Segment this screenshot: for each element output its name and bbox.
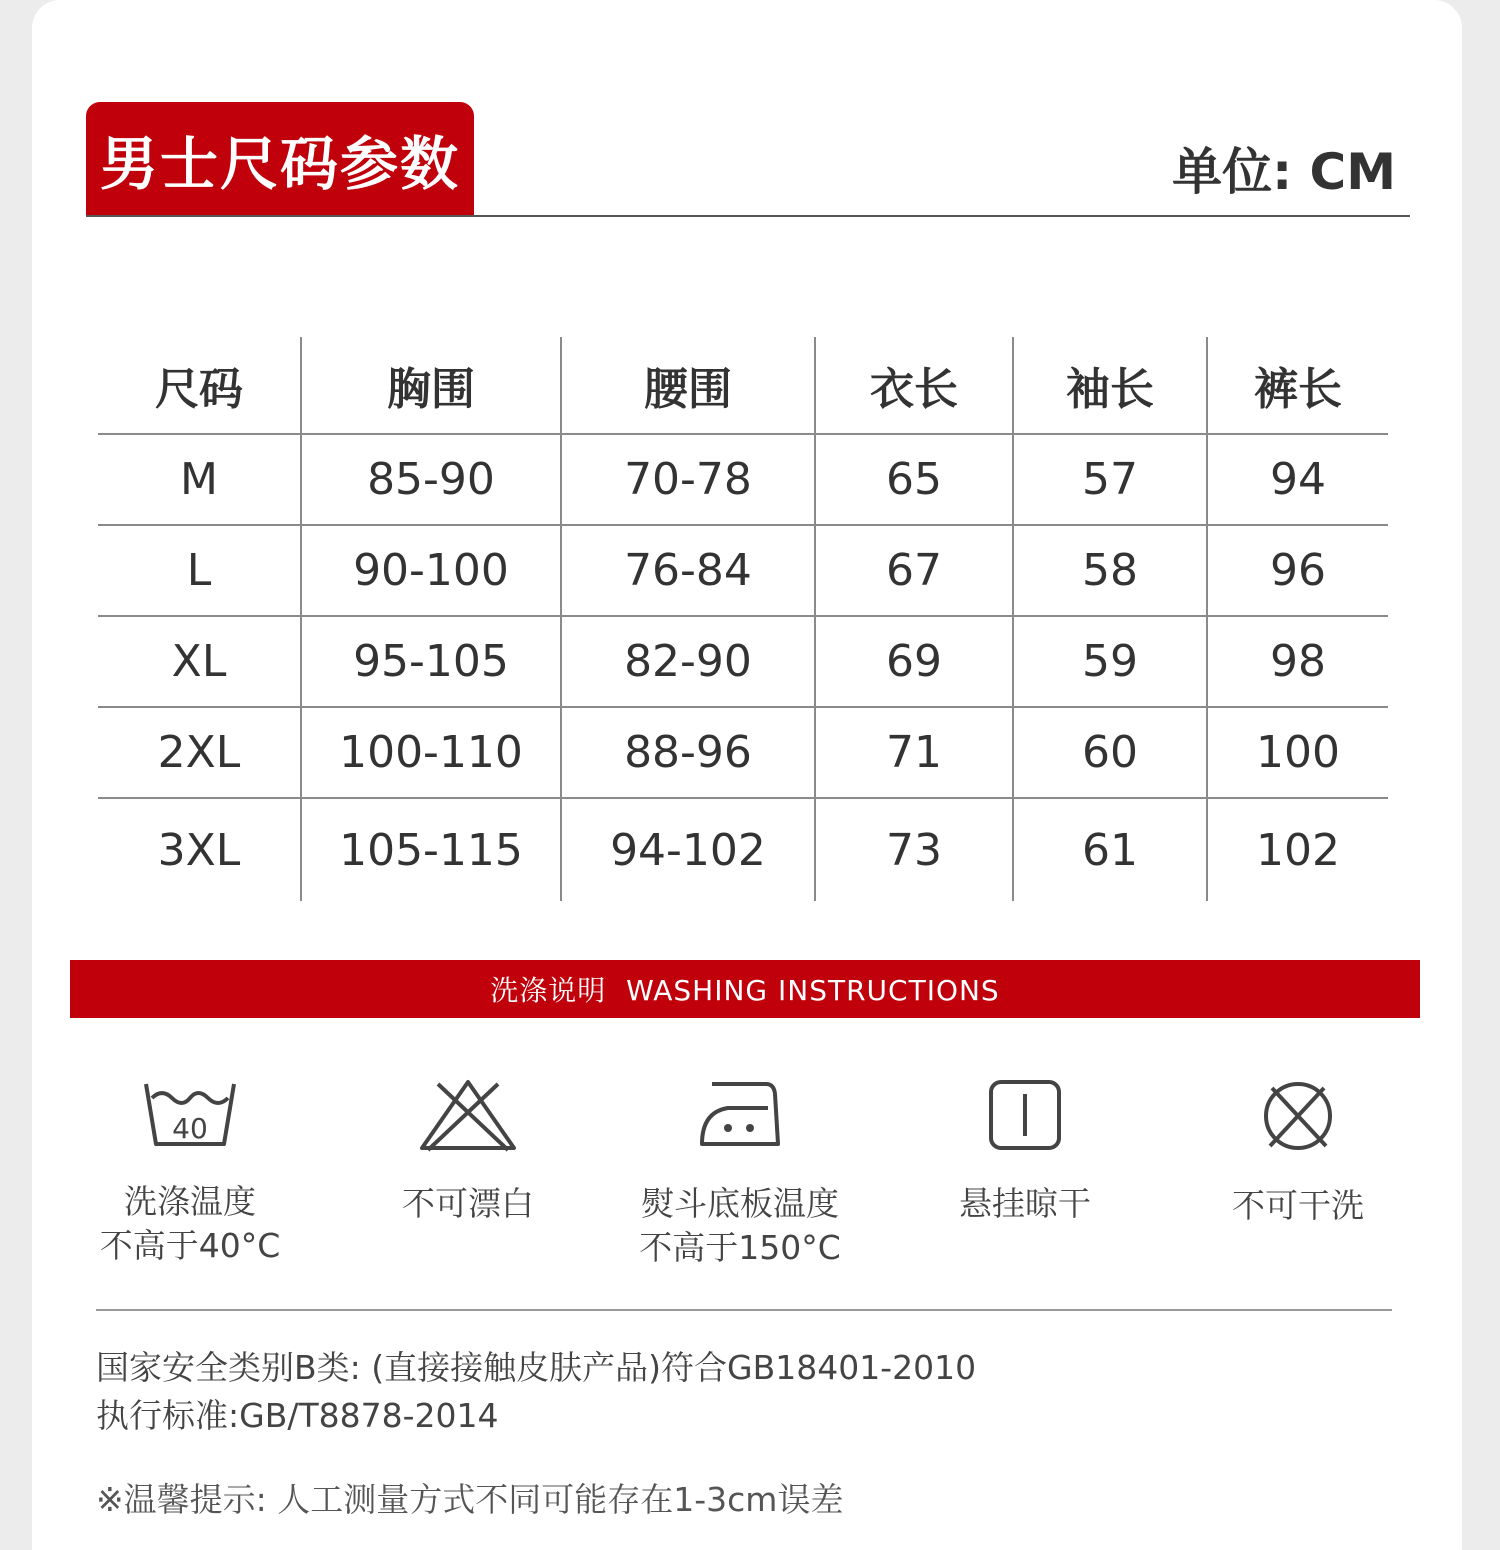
- table-row: [98, 798, 1388, 901]
- table-row: [98, 616, 1388, 707]
- cell-pants: 100: [1207, 707, 1388, 798]
- cell-sleeve: 61: [1013, 798, 1207, 901]
- cell-chest: 105-115: [301, 798, 561, 901]
- no-dry-clean-icon: [1260, 1078, 1336, 1154]
- header-chest: 胸围: [301, 337, 561, 434]
- wash-label: 不可干洗: [1232, 1186, 1364, 1225]
- cell-size: L: [98, 525, 301, 616]
- cell-chest: 95-105: [301, 616, 561, 707]
- wash-item-hang-dry: [895, 1078, 1155, 1226]
- wash-item-no-bleach: [338, 1078, 598, 1226]
- header-length: 衣长: [815, 337, 1013, 434]
- cell-waist: 70-78: [561, 434, 815, 525]
- wash-item-iron: [610, 1078, 870, 1270]
- no-bleach-icon: [418, 1078, 518, 1152]
- table-row: [98, 707, 1388, 798]
- cell-sleeve: 58: [1013, 525, 1207, 616]
- washing-banner: [70, 960, 1420, 1018]
- header-waist: 腰围: [561, 337, 815, 434]
- wash-label: 悬挂晾干: [959, 1184, 1091, 1223]
- cell-length: 71: [815, 707, 1013, 798]
- wash-label: 洗涤温度 不高于40°C: [99, 1182, 281, 1265]
- hang-dry-icon: [987, 1078, 1063, 1152]
- header-sleeve: 袖长: [1013, 337, 1207, 434]
- cell-pants: 96: [1207, 525, 1388, 616]
- cell-size: M: [98, 434, 301, 525]
- cell-length: 67: [815, 525, 1013, 616]
- header-pants: 裤长: [1207, 337, 1388, 434]
- cell-length: 65: [815, 434, 1013, 525]
- cell-chest: 100-110: [301, 707, 561, 798]
- cell-length: 69: [815, 616, 1013, 707]
- measurement-tip: ※温馨提示: 人工测量方式不同可能存在1-3cm误差: [96, 1480, 844, 1519]
- wash-label: 熨斗底板温度 不高于150°C: [639, 1184, 841, 1267]
- washing-banner-text: 洗涤说明 WASHING INSTRUCTIONS: [490, 974, 1000, 1007]
- cell-sleeve: 60: [1013, 707, 1207, 798]
- safety-category: 国家安全类别B类: (直接接触皮肤产品)符合GB18401-2010: [96, 1348, 977, 1387]
- title-divider: [86, 215, 1410, 217]
- cell-pants: 98: [1207, 616, 1388, 707]
- wash-label: 不可漂白: [402, 1184, 534, 1223]
- table-header-row: [98, 337, 1388, 434]
- wash-item-no-dry-clean: [1168, 1078, 1428, 1228]
- iron-icon: [698, 1078, 782, 1152]
- cell-chest: 90-100: [301, 525, 561, 616]
- info-divider: [96, 1309, 1392, 1311]
- page-title: 男士尺码参数: [99, 130, 460, 198]
- wash-item-40: [60, 1078, 320, 1268]
- cell-sleeve: 59: [1013, 616, 1207, 707]
- cell-size: 2XL: [98, 707, 301, 798]
- cell-waist: 94-102: [561, 798, 815, 901]
- cell-waist: 82-90: [561, 616, 815, 707]
- cell-waist: 88-96: [561, 707, 815, 798]
- table-row: [98, 525, 1388, 616]
- execution-standard: 执行标准:GB/T8878-2014: [96, 1396, 499, 1435]
- cell-pants: 102: [1207, 798, 1388, 901]
- cell-length: 73: [815, 798, 1013, 901]
- cell-chest: 85-90: [301, 434, 561, 525]
- wash-40-icon: [142, 1078, 238, 1150]
- header-size: 尺码: [98, 337, 301, 434]
- table-row: [98, 434, 1388, 525]
- cell-size: XL: [98, 616, 301, 707]
- cell-pants: 94: [1207, 434, 1388, 525]
- size-table: [98, 337, 1388, 901]
- title-tab: [86, 102, 474, 216]
- cell-waist: 76-84: [561, 525, 815, 616]
- cell-sleeve: 57: [1013, 434, 1207, 525]
- cell-size: 3XL: [157, 824, 241, 876]
- wash-temp-text: 40: [172, 1112, 208, 1145]
- unit-label: 单位: CM: [1172, 143, 1396, 201]
